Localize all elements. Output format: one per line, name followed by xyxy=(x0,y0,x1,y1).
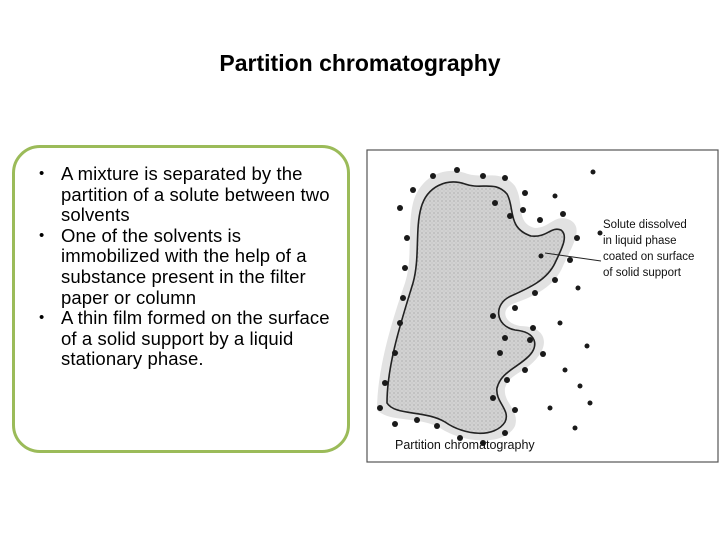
annotation-line-2: in liquid phase xyxy=(603,235,677,247)
bullet-text: One of the solvents is immobilized with the help of a substance present in the filter paper or column xyxy=(61,224,307,308)
bullet-box xyxy=(12,145,350,453)
partition-chromatography-figure xyxy=(365,148,720,464)
slide-title: Partition chromatography xyxy=(219,50,501,76)
bullet-marker: • xyxy=(39,226,45,244)
bullet-list xyxy=(39,164,339,370)
bullet-marker: • xyxy=(39,309,45,327)
bullet-item xyxy=(39,164,339,226)
bullet-marker: • xyxy=(39,165,45,182)
annotation-line-1: Solute dissolved xyxy=(603,219,687,231)
annotation-line-4: of solid support xyxy=(603,267,681,279)
annotation-line-3: coated on surface xyxy=(603,251,695,263)
figure-caption: Partition chromatography xyxy=(395,438,535,452)
bullet-text: A thin film formed on the surface of a solid support by a liquid stationary phase. xyxy=(61,307,330,370)
bullet-item xyxy=(39,308,339,370)
bullet-item xyxy=(39,226,339,308)
figure-svg xyxy=(365,148,720,464)
bullet-text: A mixture is separated by the partition of a solute between two solvents xyxy=(61,163,330,226)
